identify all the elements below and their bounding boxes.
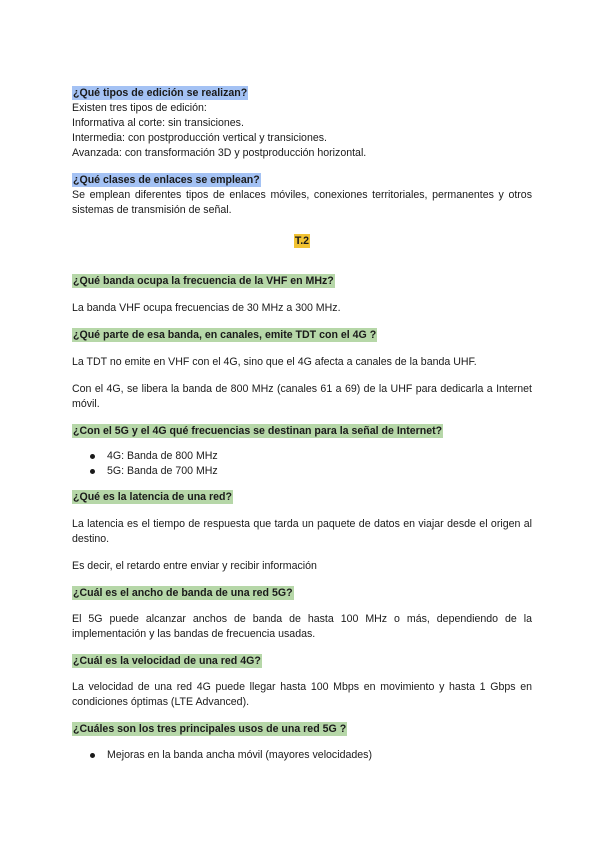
uses-list [72, 748, 532, 763]
section-4g-speed [72, 654, 532, 669]
list-item: Mejoras en la banda ancha móvil (mayores velocidades) [72, 748, 532, 763]
answer-paragraph: Se emplean diferentes tipos de enlaces móviles, conexiones territoriales, permanentes y otros sistemas de transmisión de señal. [72, 189, 532, 216]
question-heading: ¿Con el 5G y el 4G qué frecuencias se destinan para la señal de Internet? [73, 425, 443, 437]
answer-paragraph: La velocidad de una red 4G puede llegar hasta 100 Mbps en movimiento y hasta 1 Gbps en condiciones óptimas (LTE Advanced). [72, 681, 532, 708]
section-link-types [72, 173, 532, 218]
question-heading: ¿Qué banda ocupa la frecuencia de la VHF en MHz? [73, 275, 334, 287]
answer-line: Existen tres tipos de edición: [72, 102, 207, 114]
list-item: 4G: Banda de 800 MHz [72, 449, 532, 464]
question-heading: ¿Qué es la latencia de una red? [73, 491, 232, 503]
answer-line: Informativa al corte: sin transiciones. [72, 117, 244, 129]
question-heading: ¿Qué parte de esa banda, en canales, emite TDT con el 4G ? [73, 329, 377, 341]
answer-paragraph: El 5G puede alcanzar anchos de banda de hasta 100 MHz o más, dependiendo de la implementación y las bandas de frecuencia usadas. [72, 613, 532, 640]
section-5g-uses [72, 722, 532, 737]
answer-line: Intermedia: con postproducción vertical y transiciones. [72, 132, 327, 144]
question-heading: ¿Cuáles son los tres principales usos de una red 5G ? [73, 723, 347, 735]
answer-paragraph: La banda VHF ocupa frecuencias de 30 MHz a 300 MHz. [72, 302, 341, 314]
section-5g-bandwidth [72, 586, 532, 601]
list-item: 5G: Banda de 700 MHz [72, 464, 532, 479]
answer-line: Avanzada: con transformación 3D y postproducción horizontal. [72, 147, 367, 159]
section-internet-frequencies [72, 424, 532, 439]
question-heading: ¿Qué tipos de edición se realizan? [73, 87, 248, 99]
topic-label: T.2 [294, 235, 310, 247]
section-latency [72, 490, 532, 505]
topic-marker [72, 234, 532, 249]
question-heading: ¿Cuál es la velocidad de una red 4G? [73, 655, 261, 667]
question-heading: ¿Qué clases de enlaces se emplean? [73, 174, 260, 186]
answer-paragraph: Con el 4G, se libera la banda de 800 MHz (canales 61 a 69) de la UHF para dedicarla a Internet móvil. [72, 383, 532, 410]
frequency-list [72, 449, 532, 479]
question-heading: ¿Cuál es el ancho de banda de una red 5G? [73, 587, 293, 599]
answer-paragraph: Es decir, el retardo entre enviar y recibir información [72, 560, 317, 572]
answer-paragraph: La latencia es el tiempo de respuesta que tarda un paquete de datos en viajar desde el origen al destino. [72, 518, 532, 545]
section-vhf-band [72, 274, 532, 289]
section-tdt-4g [72, 328, 532, 343]
section-editing-types [72, 86, 532, 161]
answer-paragraph: La TDT no emite en VHF con el 4G, sino que el 4G afecta a canales de la banda UHF. [72, 356, 477, 368]
